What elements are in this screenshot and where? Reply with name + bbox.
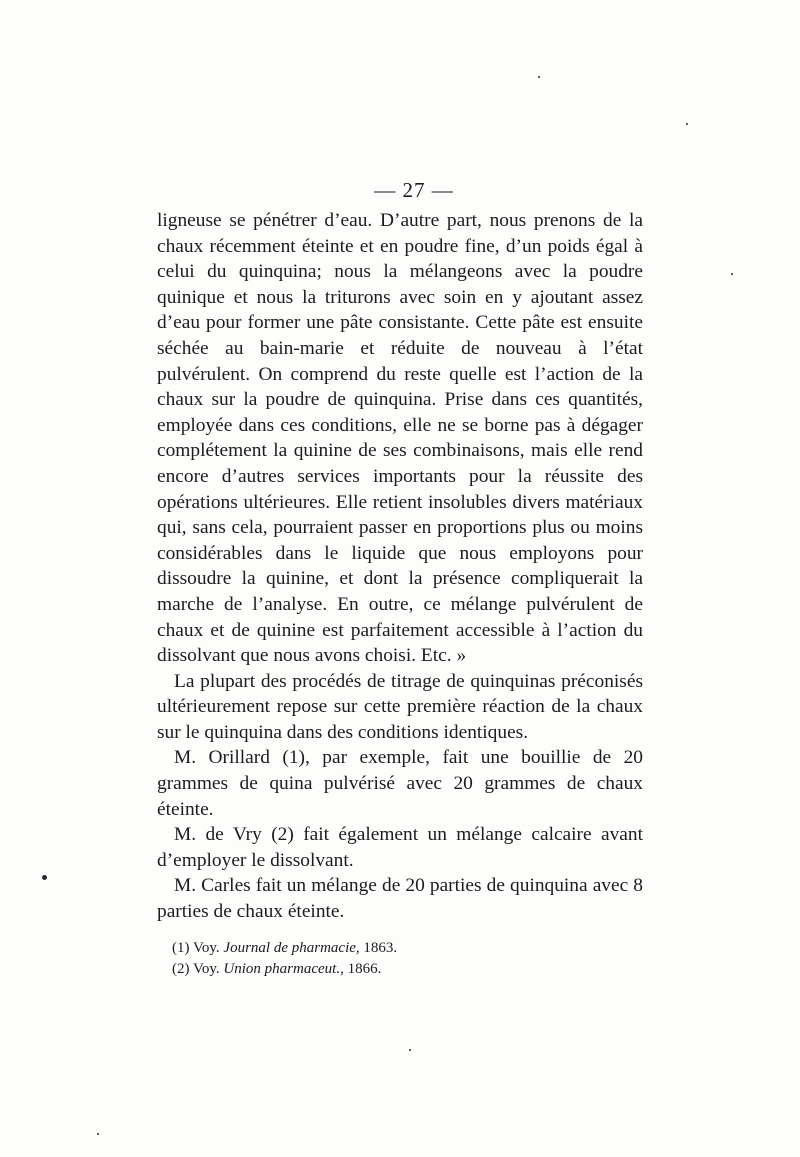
- ink-speck: [731, 273, 733, 275]
- footnote-year: , 1863.: [355, 940, 398, 956]
- footnote-1: [172, 938, 642, 958]
- paragraph-5: M. Carles fait un mélange de 20 parties de quinquina avec 8 parties de chaux éteinte.: [157, 875, 643, 923]
- page-number: — 27 —: [374, 178, 454, 202]
- footnote-2: [172, 959, 642, 979]
- footnote-voy: Voy.: [192, 961, 220, 977]
- footnote-journal: Journal de pharmacie: [223, 940, 356, 956]
- footnote-voy: Voy.: [192, 940, 220, 956]
- ink-speck: [538, 76, 540, 78]
- footnote-year: , 1866.: [340, 961, 382, 977]
- ink-speck: [686, 123, 688, 125]
- footnote-marker: (2): [172, 961, 190, 977]
- paragraph-2: La plupart des procédés de titrage de quinquinas préconisés ultérieurement repose sur cette première réaction de la chaux sur le quinquina dans des conditions identiques.: [157, 670, 643, 743]
- footnote-journal: Union pharmaceut.: [223, 961, 341, 977]
- paragraph-4: M. de Vry (2) fait également un mélange calcaire avant d’employer le dissolvant.: [157, 824, 643, 871]
- paragraph-1: ligneuse se pénétrer d’eau. D’autre part, nous prenons de la chaux récemment éteinte et en poudre fine, d’un poids égal à celui du quinquina; nous la mélangeons avec la poudre quinique et nous la triturons avec soin en y ajoutant assez d’eau pour former une pâte consistante. Cette pâte est ensuite séchée au bain-marie et réduite de nouveau à l’état pulvérulent. On comprend du reste quelle est l’action de la chaux sur la poudre de quinquina. Prise dans ces quantités, employée dans ces conditions, elle ne se borne pas à dégager complétement la quinine de ses combinaisons, mais elle rend encore d’autres services importants pour la réussite des opérations ultérieures. Elle retient insolubles divers matériaux qui, sans cela, pourraient passer en proportions plus ou moins considérables dans le liquide que nous employons pour dissoudre la quinine, et dont la présence compliquerait la marche de l’analyse. En outre, ce mélange pulvérulent de chaux et de quinine est parfaitement accessible à l’action du dissolvant que nous avons choisi. Etc. »: [157, 210, 643, 667]
- ink-speck: [409, 1049, 411, 1051]
- ink-speck: [97, 1133, 99, 1135]
- paragraph-3: M. Orillard (1), par exemple, fait une bouillie de 20 grammes de quina pulvérisé avec 20 grammes de chaux éteinte.: [157, 747, 643, 820]
- footnotes: [172, 938, 642, 980]
- ink-speck: [42, 875, 47, 880]
- body-text: [157, 208, 643, 925]
- footnote-marker: (1): [172, 940, 190, 956]
